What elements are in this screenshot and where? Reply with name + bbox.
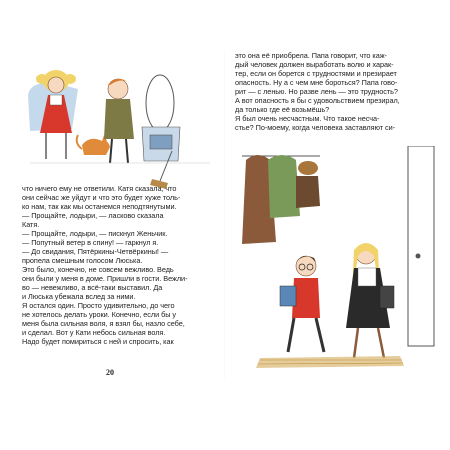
text-line: пропела смешным голосом Люська. xyxy=(22,256,143,265)
text-line: что ничего ему не ответили. Катя сказала, что xyxy=(22,184,177,193)
text-line: Надо будет помириться с ней и спросить, как xyxy=(22,337,174,346)
text-line: и Люська убежала вслед за ними. xyxy=(22,292,136,301)
text-line: Я был очень несчастным. Что такое несча- xyxy=(235,114,380,123)
text-line: тер, если он борется с трудностями и презирает xyxy=(235,69,397,78)
right-page-text xyxy=(235,51,441,132)
text-line: они были у меня в доме. Пришли в гости. Вежли- xyxy=(22,274,188,283)
text-line: да только где её возьмёшь? xyxy=(235,105,330,114)
left-page-text xyxy=(22,184,222,346)
text-line: ко нам, так как мы останемся неподтянутыми. xyxy=(22,202,177,211)
left-page xyxy=(0,51,225,379)
text-line: Это было, конечно, не совсем вежливо. Ведь xyxy=(22,265,174,274)
illustration-right-svg xyxy=(240,146,440,374)
text-line: — До свидания, Пятёркины-Четвёркины! — xyxy=(22,247,169,256)
text-line: опасность. Ну а с чем мне бороться? Папа гово- xyxy=(235,78,398,87)
text-line: — Попутный ветер в спину! — гаркнул я. xyxy=(22,238,159,247)
text-line: меня была сильная воля, я взял бы, назло себе, xyxy=(22,319,185,328)
right-page xyxy=(225,51,450,379)
text-line: — Прощайте, лодыри, — пискнул Женьчик. xyxy=(22,229,168,238)
text-line: они сейчас же уйдут и что это будет хуже толь- xyxy=(22,193,181,202)
text-line: Катя. xyxy=(22,220,40,229)
page-number: 20 xyxy=(106,368,114,377)
illustration-boy-girl-coats xyxy=(240,146,440,374)
text-line: рит — с ленью. Но разве лень — это трудность? xyxy=(235,87,398,96)
text-line: — Прощайте, лодыри, — ласково сказала xyxy=(22,211,164,220)
text-line: не хотелось делать уроки. Конечно, если бы у xyxy=(22,310,177,319)
book-spread xyxy=(0,51,450,379)
text-line: Я остался один. Просто удивительно, до чего xyxy=(22,301,175,310)
text-line: А вот опасность я бы с удовольствием презирал, xyxy=(235,96,400,105)
text-line: дый человек должен выработать волю и харак- xyxy=(235,60,394,69)
text-line: это она её приобрела. Папа говорит, что каж- xyxy=(235,51,387,60)
text-line: и сделал. Вот у Кати небось сильная воля. xyxy=(22,328,166,337)
text-line: во — невежливо, а всё-таки выставил. Да xyxy=(22,283,163,292)
text-line: стье? По-моему, когда человека заставляют си- xyxy=(235,123,396,132)
